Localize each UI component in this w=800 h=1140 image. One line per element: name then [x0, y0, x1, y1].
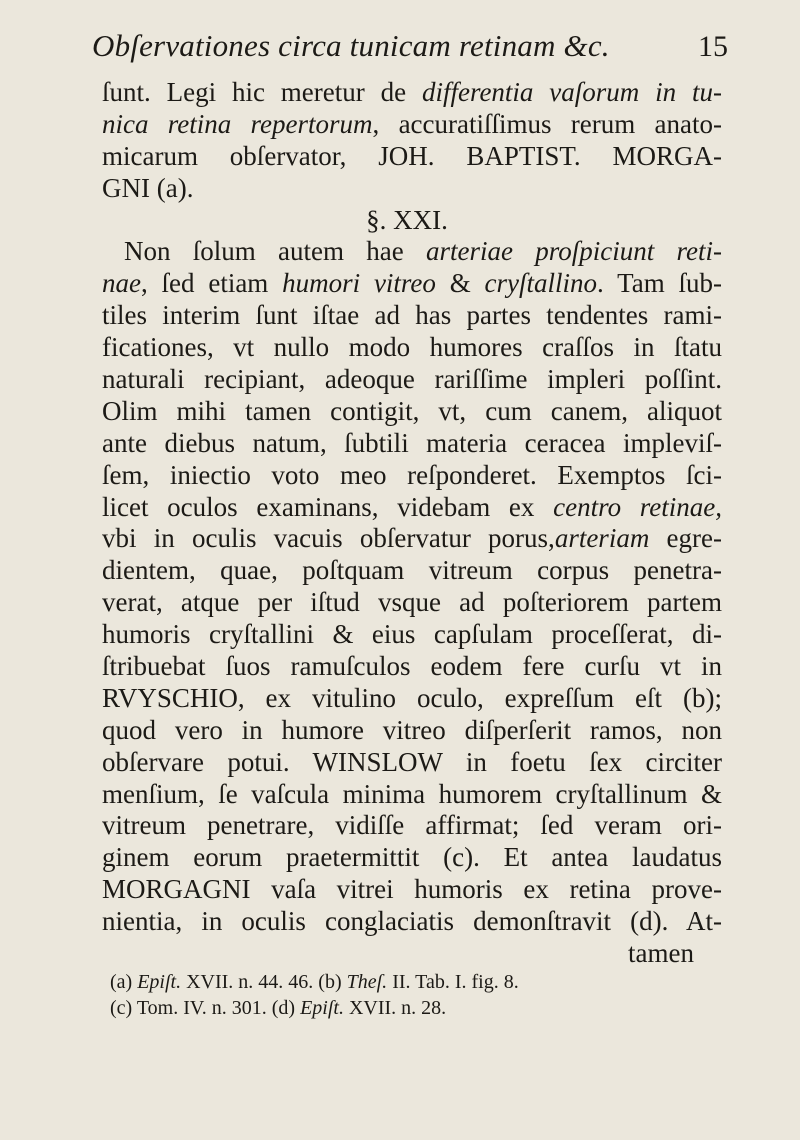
text-line: ſtribuebat ſuos ramuſculos eodem fere curſu vt in: [102, 651, 722, 682]
text-line: nae, ſed etiam humori vitreo & cryſtallino. Tam ſub-: [102, 268, 722, 299]
text-line: MORGAGNI vaſa vitrei humoris ex retina prove-: [102, 874, 722, 905]
text-line: nica retina repertorum, accuratiſſimus rerum anato-: [102, 108, 722, 139]
text-line: nientia, in oculis conglaciatis demonſtravit (d). At-: [102, 906, 722, 937]
catchword: tamen: [628, 938, 694, 969]
text-line: licet oculos examinans, videbam ex centro retinae,: [102, 491, 722, 522]
text-line: menſium, ſe vaſcula minima humorem cryſtallinum &: [102, 778, 722, 809]
text-line: obſervare potui. WINSLOW in foetu ſex circiter: [102, 746, 722, 777]
text-line: RVYSCHIO, ex vitulino oculo, expreſſum eſt (b);: [102, 682, 722, 713]
text-line: GNI (a).: [102, 172, 194, 203]
text-line: verat, atque per iſtud vsque ad poſteriorem partem: [102, 587, 722, 618]
text-line: Olim mihi tamen contigit, vt, cum canem, aliquot: [102, 395, 722, 426]
text-line: naturali recipiant, adeoque rariſſime impleri poſſint.: [102, 364, 722, 395]
text-line: humoris cryſtallini & eius capſulam proceſſerat, di-: [102, 619, 722, 650]
page-number: 15: [698, 30, 728, 63]
text-line: tiles interim ſunt iſtae ad has partes tendentes rami-: [102, 300, 722, 331]
body-text: [102, 77, 722, 970]
text-line: ante diebus natum, ſubtili materia ceracea impleviſ-: [102, 427, 722, 458]
text-line: ſem, iniectio voto meo reſponderet. Exemptos ſci-: [102, 459, 722, 490]
text-line: ficationes, vt nullo modo humores craſſos in ſtatu: [102, 332, 722, 363]
section-heading: §. XXI.: [366, 204, 448, 235]
text-line: Non ſolum autem hae arteriae proſpiciunt reti-: [124, 236, 722, 267]
text-line: dientem, quae, poſtquam vitreum corpus penetra-: [102, 555, 722, 586]
text-line: micarum obſervator, JOH. BAPTIST. MORGA-: [102, 140, 722, 171]
page-header: [92, 28, 728, 72]
text-line: vbi in oculis vacuis obſervatur porus,arteriam egre-: [102, 523, 722, 554]
text-line: ſunt. Legi hic meretur de differentia vaſorum in tu-: [102, 77, 722, 107]
text-line: ginem eorum praetermittit (c). Et antea laudatus: [102, 842, 722, 873]
text-line: quod vero in humore vitreo diſperſerit ramos, non: [102, 714, 722, 745]
footnote-line: (c) Tom. IV. n. 301. (d) Epiſt. XVII. n. 28.: [110, 997, 447, 1019]
footnotes: [110, 969, 670, 1021]
running-title: Obſervationes circa tunicam retinam &c.: [92, 28, 610, 63]
text-line: vitreum penetrare, vidiſſe affirmat; ſed veram ori-: [102, 810, 722, 841]
footnote-line: (a) Epiſt. XVII. n. 44. 46. (b) Theſ. II. Tab. I. fig. 8.: [110, 971, 519, 993]
